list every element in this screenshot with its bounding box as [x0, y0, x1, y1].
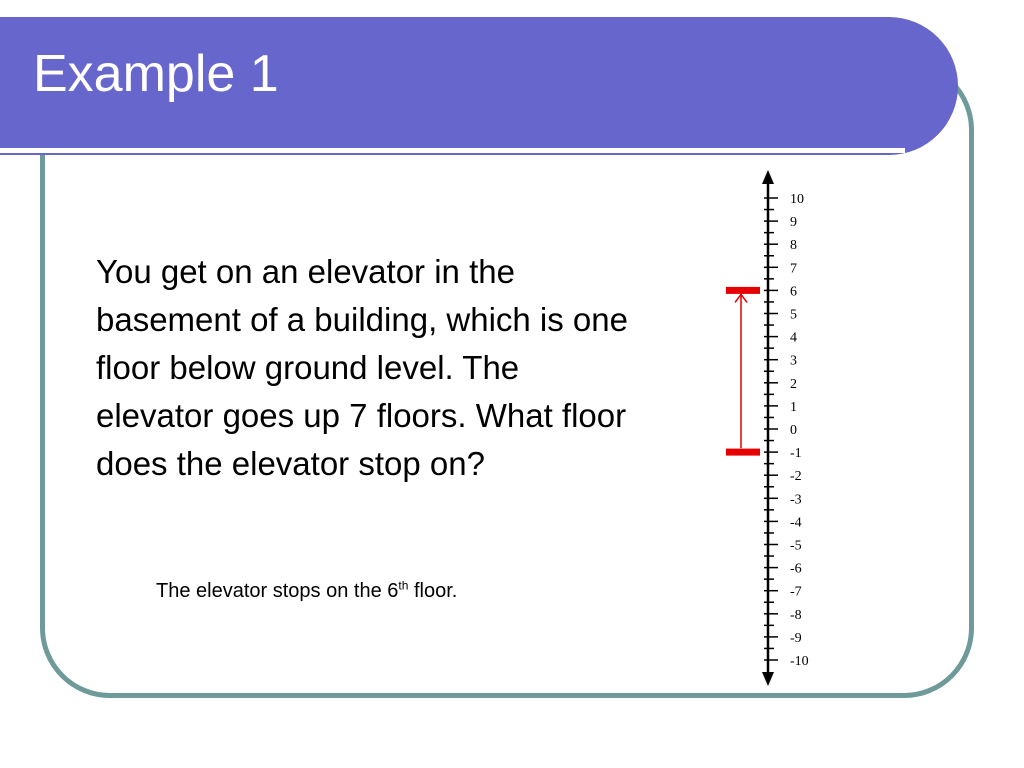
number-line-label: -3: [790, 492, 802, 508]
number-line-label: -6: [790, 561, 802, 577]
number-line-label: 8: [790, 238, 797, 254]
number-line-label: -5: [790, 538, 802, 554]
number-line-ticks: [762, 170, 778, 686]
number-line-label: 10: [790, 192, 804, 207]
number-line-label: -10: [790, 654, 809, 669]
number-line-label: 1: [790, 399, 797, 415]
number-line-label: 3: [790, 353, 797, 369]
number-line-label: 5: [790, 307, 797, 323]
start-floor-marker: [726, 449, 760, 456]
answer-text-main: The elevator stops on the 6: [156, 580, 399, 602]
number-line-label: 0: [790, 423, 797, 438]
number-line-label: -4: [790, 515, 802, 531]
number-line-label: 9: [790, 215, 797, 231]
answer-text-end: floor.: [408, 580, 458, 602]
number-line-markers: [726, 287, 760, 456]
slide-title: Example 1: [33, 45, 279, 103]
number-line-label: 6: [790, 284, 797, 300]
number-line-arrow-down: [762, 672, 774, 686]
end-floor-marker: [726, 287, 760, 294]
number-line-label: -1: [790, 446, 802, 462]
number-line-label: 7: [790, 261, 797, 277]
number-line-label: -8: [790, 607, 802, 623]
number-line-arrow-up: [762, 170, 774, 184]
number-line-label: -2: [790, 469, 802, 485]
number-line-label: -9: [790, 630, 802, 646]
number-line-label: 4: [790, 330, 797, 346]
number-line-label: -7: [790, 584, 802, 600]
problem-text: You get on an elevator in the basement of a building, which is one floor below ground level. The elevator goes up 7 floors. What floor does the elevator stop on?: [96, 253, 628, 482]
number-line-label: 2: [790, 376, 797, 392]
number-line-labels: [790, 192, 809, 669]
answer-superscript: th: [398, 578, 409, 593]
